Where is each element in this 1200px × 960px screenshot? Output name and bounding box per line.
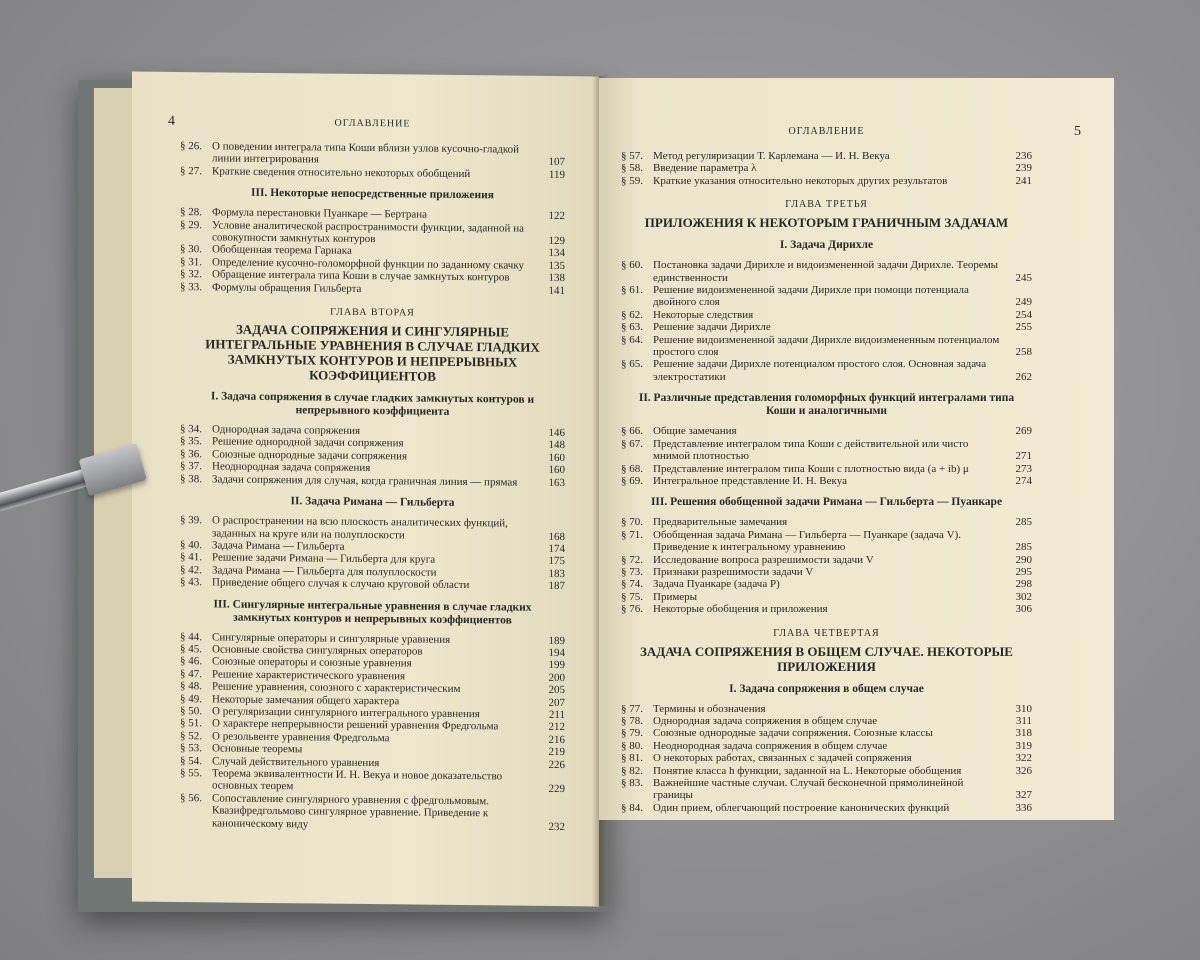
- entry-page: 249: [1015, 296, 1032, 309]
- pen-barrel: [0, 469, 88, 514]
- entry-title: Введение параметра λ: [653, 162, 757, 175]
- entry-title: Решение задачи Дирихле: [653, 321, 771, 334]
- entry-title: Примеры: [653, 590, 698, 603]
- entry-page: 302: [1015, 590, 1032, 603]
- right-running-title: ОГЛАВЛЕНИЕ: [788, 126, 865, 137]
- entry-number: § 60.: [621, 259, 643, 272]
- chapter-title: ЗАДАЧА СОПРЯЖЕНИЯ И СИНГУЛЯРНЫЕ ИНТЕГРАЛЬНЫЕ УРАВНЕНИЯ В СЛУЧАЕ ГЛАДКИХ ЗАМКНУТЫХ КОНТУРОВ И НЕПРЕРЫВНЫХ КОЭФФИЦИЕНТОВ: [205, 321, 540, 384]
- toc-entry: [180, 792, 565, 833]
- entry-page: 306: [1015, 603, 1032, 616]
- entry-page: 187: [548, 580, 565, 593]
- entry-title: Решение однородной задачи сопряжения: [212, 435, 404, 450]
- entry-page: 285: [1015, 541, 1032, 554]
- entry-number: § 59.: [621, 174, 643, 187]
- entry-number: § 72.: [621, 553, 643, 566]
- entry-page: 311: [1015, 714, 1032, 727]
- entry-number: § 34.: [180, 423, 202, 436]
- entry-page: 290: [1015, 553, 1032, 566]
- entry-number: § 83.: [621, 777, 643, 789]
- entry-page: 273: [1015, 462, 1032, 475]
- section-heading: I. Задача сопряжения в случае гладких замкнутых контуров и непрерывного коэффициента: [210, 390, 535, 418]
- entry-title: Решение задачи Римана — Гильберта для круга: [212, 551, 436, 567]
- entry-page: 310: [1015, 702, 1032, 715]
- entry-number: § 71.: [621, 528, 643, 541]
- entry-number: § 61.: [621, 284, 643, 297]
- entry-page: 163: [548, 476, 565, 489]
- toc-entry: [621, 150, 1032, 162]
- left-entries-iii-b: [180, 631, 565, 834]
- entry-number: § 31.: [180, 255, 202, 269]
- entry-title: Союзные операторы и союзные уравнения: [212, 655, 412, 670]
- toc-entry: [621, 425, 1032, 437]
- entry-number: § 63.: [621, 321, 643, 334]
- entry-page: 146: [548, 426, 565, 440]
- entry-title: Неоднородная задача сопряжения: [212, 460, 371, 475]
- toc-entry: [621, 765, 1032, 777]
- section-heading: II. Задача Римана — Гильберта: [290, 495, 455, 510]
- entry-number: § 32.: [180, 268, 202, 281]
- entry-page: 189: [548, 634, 565, 647]
- entry-page: 226: [548, 758, 565, 771]
- entry-title: Решение уравнения, союзного с характеристическим: [212, 680, 461, 696]
- entry-page: 327: [1015, 789, 1032, 802]
- entry-number: § 67.: [621, 437, 643, 450]
- entry-title: Один прием, облегчающий построение канонических функций: [653, 801, 950, 814]
- entry-page: 135: [548, 259, 565, 272]
- entry-number: § 54.: [180, 754, 202, 767]
- entry-number: § 52.: [180, 729, 202, 743]
- toc-entry: [621, 475, 1032, 487]
- entry-title: Общие замечания: [653, 425, 737, 438]
- entry-number: § 48.: [180, 680, 202, 693]
- entry-page: 160: [548, 464, 565, 477]
- entry-title: Основные теоремы: [212, 742, 303, 756]
- entry-number: § 29.: [180, 218, 202, 231]
- entry-title: Интегральное представление И. Н. Векуа: [653, 474, 847, 487]
- entry-number: § 58.: [621, 162, 643, 175]
- entry-title: Задачи сопряжения для случая, когда граничная линия — прямая: [212, 473, 518, 489]
- pen-cap: [79, 443, 147, 496]
- entry-title: Основные свойства сингулярных операторов: [212, 643, 423, 658]
- entry-title: Однородная задача сопряжения: [212, 423, 361, 438]
- toc-entry: [621, 554, 1032, 566]
- entry-page: 255: [1015, 321, 1032, 334]
- entry-number: § 41.: [180, 551, 202, 564]
- left-entries-i: [180, 423, 565, 489]
- entry-number: § 69.: [621, 474, 643, 487]
- entry-number: § 81.: [621, 752, 643, 765]
- entry-title: Важнейшие частные случаи. Случай бесконечной прямолинейной границы: [653, 777, 964, 802]
- chapter-title: ЗАДАЧА СОПРЯЖЕНИЯ В ОБЩЕМ СЛУЧАЕ. НЕКОТОРЫЕ ПРИЛОЖЕНИЯ: [640, 643, 1013, 674]
- entry-title: Некоторые следствия: [653, 308, 754, 321]
- entry-title: Краткие указания относительно некоторых других результатов: [653, 174, 948, 187]
- entry-title: Однородная задача сопряжения в общем случае: [653, 714, 878, 727]
- entry-number: § 50.: [180, 705, 202, 718]
- entry-page: 274: [1015, 474, 1032, 487]
- entry-page: 200: [548, 671, 565, 684]
- entry-title: Решение характеристического уравнения: [212, 668, 406, 683]
- entry-page: 119: [548, 168, 565, 181]
- entry-title: Признаки разрешимости задачи V: [653, 565, 814, 578]
- section-heading: I. Задача Дирихле: [779, 239, 874, 252]
- entry-page: 245: [1015, 271, 1032, 284]
- entry-number: § 68.: [621, 462, 643, 475]
- toc-entry: [621, 752, 1032, 764]
- entry-number: § 38.: [180, 472, 202, 485]
- left-header: [168, 113, 565, 140]
- entry-title: Обобщенная теорема Гарнака: [212, 243, 352, 258]
- entry-number: § 77.: [621, 702, 643, 715]
- entry-title: Краткие сведения относительно некоторых обобщений: [212, 165, 471, 180]
- entry-number: § 26.: [180, 140, 202, 153]
- entry-title: Случай действительного уравнения: [212, 754, 380, 769]
- right-entries-i4: [621, 703, 1032, 815]
- entry-number: § 44.: [180, 630, 202, 643]
- toc-entry: [621, 259, 1032, 284]
- entry-number: § 65.: [621, 358, 643, 371]
- entry-page: 262: [1015, 370, 1032, 383]
- right-entries-i: [621, 259, 1032, 383]
- section-heading: III. Сингулярные интегральные уравнения в случае гладких замкнутых контуров и непрерывных коэффициентов: [213, 597, 532, 627]
- entry-number: § 66.: [621, 425, 643, 438]
- entry-page: 326: [1015, 764, 1032, 777]
- entry-page: 122: [548, 210, 565, 223]
- entry-title: Решение задачи Дирихле потенциалом простого слоя. Основная задача электростатики: [653, 358, 987, 383]
- entry-page: 229: [548, 783, 565, 796]
- toc-entry: [621, 740, 1032, 752]
- toc-entry: [621, 727, 1032, 739]
- entry-number: § 74.: [621, 578, 643, 591]
- entry-page: 236: [1015, 150, 1032, 162]
- entry-title: Неоднородная задача сопряжения в общем случае: [653, 739, 888, 752]
- entry-page: 205: [548, 684, 565, 697]
- entry-number: § 79.: [621, 727, 643, 740]
- entry-title: Задача Римана — Гильберта: [212, 539, 345, 553]
- entry-title: Некоторые обобщения и приложения: [653, 603, 828, 616]
- toc-entry: [621, 334, 1032, 359]
- entry-number: § 78.: [621, 714, 643, 727]
- entry-number: § 45.: [180, 642, 202, 656]
- entry-page: 138: [548, 272, 565, 285]
- entry-number: § 43.: [180, 576, 202, 589]
- entry-page: 318: [1015, 727, 1032, 740]
- entry-title: Представление интегралом типа Коши с действительной или чисто мнимой плотностью: [653, 437, 969, 463]
- entry-page: 175: [548, 555, 565, 568]
- toc-entry: [621, 162, 1032, 174]
- toc-entry: [621, 715, 1032, 727]
- entry-page: 336: [1015, 801, 1032, 814]
- entry-page: 319: [1015, 739, 1032, 752]
- toc-entry: [621, 566, 1032, 578]
- entry-title: Решение видоизмененной задачи Дирихле при помощи потенциала двойного слоя: [653, 284, 969, 309]
- entry-title: Метод регуляризации Т. Карлемана — И. Н. Векуа: [653, 150, 890, 162]
- entry-page: 183: [548, 567, 565, 580]
- entry-title: О резольвенте уравнения Фредгольма: [212, 730, 390, 745]
- toc-entry: [180, 473, 565, 489]
- entry-number: § 36.: [180, 447, 202, 461]
- chapter-title: ПРИЛОЖЕНИЯ К НЕКОТОРЫМ ГРАНИЧНЫМ ЗАДАЧАМ: [644, 215, 1009, 231]
- right-page-number: 5: [1074, 124, 1082, 139]
- entry-page: 271: [1015, 450, 1032, 463]
- entry-title: Задача Пуанкаре (задача P): [653, 578, 780, 591]
- toc-entry: [621, 358, 1032, 383]
- entry-title: Союзные однородные задачи сопряжения. Союзные классы: [653, 727, 933, 740]
- entry-number: § 37.: [180, 460, 202, 473]
- toc-entry: [621, 603, 1032, 615]
- toc-entry: [621, 175, 1032, 187]
- toc-entry: [180, 165, 565, 181]
- entry-number: § 57.: [621, 150, 643, 162]
- section-heading: III. Решения обобщенной задачи Римана — Гильберта — Пуанкаре: [650, 496, 1003, 509]
- toc-entry: [621, 703, 1032, 715]
- entry-page: 254: [1015, 308, 1032, 321]
- entry-title: Теорема эквивалентности И. Н. Векуа и новое доказательство основных теорем: [212, 767, 503, 793]
- entry-number: § 84.: [621, 801, 643, 814]
- entry-number: § 53.: [180, 742, 202, 755]
- entry-page: 107: [548, 156, 565, 169]
- left-page-number: 4: [168, 113, 176, 130]
- entry-page: 295: [1015, 565, 1032, 578]
- entry-number: § 39.: [180, 514, 202, 527]
- entry-page: 241: [1015, 174, 1032, 187]
- entry-number: § 28.: [180, 206, 202, 219]
- entry-number: § 73.: [621, 565, 643, 578]
- entry-title: О характере непрерывности решений уравнения Фредгольма: [212, 717, 499, 733]
- right-header: [621, 124, 1082, 146]
- entry-title: Задача Римана — Гильберта для полуплоскости: [212, 564, 437, 579]
- entry-title: Формулы обращения Гильберта: [212, 281, 362, 295]
- entry-number: § 55.: [180, 767, 202, 780]
- entry-title: Формула перестановки Пуанкаре — Бертрана: [212, 206, 427, 221]
- section-heading: I. Задача сопряжения в общем случае: [729, 682, 924, 695]
- entry-number: § 40.: [180, 538, 202, 552]
- entry-page: 212: [548, 721, 565, 734]
- entry-number: § 76.: [621, 603, 643, 616]
- entry-title: Приведение общего случая к случаю круговой области: [212, 576, 470, 592]
- entry-page: 269: [1015, 425, 1032, 438]
- entry-number: § 46.: [180, 655, 202, 668]
- left-entries-ii: [180, 514, 565, 592]
- entry-number: § 56.: [180, 791, 202, 805]
- toc-entry: [621, 802, 1032, 814]
- chapter-label: ГЛАВА ЧЕТВЕРТАЯ: [773, 627, 880, 639]
- entry-page: 211: [548, 708, 565, 722]
- entry-page: 322: [1015, 752, 1032, 765]
- entry-title: Сопоставление сингулярного уравнения с фредгольмовым. Квазифредгольмово сингулярное уравнение. Приведение к каноническому виду: [212, 792, 490, 831]
- entry-page: 134: [548, 247, 565, 260]
- toc-entry: [621, 438, 1032, 463]
- toc-entry: [621, 284, 1032, 309]
- entry-page: 285: [1015, 516, 1032, 529]
- right-entries-iii: [621, 516, 1032, 615]
- entry-number: § 82.: [621, 764, 643, 777]
- entry-number: § 51.: [180, 717, 202, 730]
- entry-page: 258: [1015, 346, 1032, 359]
- right-entries-ii: [621, 425, 1032, 487]
- entry-number: § 35.: [180, 435, 202, 448]
- entry-page: 129: [548, 234, 565, 248]
- entry-title: Представление интегралом типа Коши с плотностью вида (a + ib) μ: [653, 462, 969, 475]
- entry-page: 239: [1015, 162, 1032, 175]
- entry-page: 174: [548, 542, 565, 555]
- entry-page: 232: [548, 820, 565, 833]
- entry-page: 194: [548, 646, 565, 660]
- entry-page: 216: [548, 733, 565, 746]
- toc-entry: [180, 281, 565, 297]
- left-entries-top: [180, 140, 565, 181]
- entry-page: 168: [548, 530, 565, 543]
- entry-title: Решение видоизмененной задачи Дирихле видоизмененным потенциалом простого слоя: [653, 333, 1000, 359]
- entry-title: Союзные однородные задачи сопряжения: [212, 448, 408, 463]
- section-heading: II. Различные представления голоморфных функций интегралами типа Коши и аналогичными: [638, 392, 1015, 418]
- entry-title: Понятие класса h функции, заданной на L. Некоторые обобщения: [653, 764, 962, 777]
- entry-title: Условие аналитической распространимости функции, заданной на совокупности замкнутых контуров: [212, 219, 524, 246]
- entry-title: О некоторых работах, связанных с задачей сопряжения: [653, 752, 912, 765]
- toc-entry: [621, 591, 1032, 603]
- entry-title: О поведении интеграла типа Коши вблизи узлов кусочно-гладкой линии интегрирования: [212, 140, 519, 166]
- left-page: [132, 72, 599, 907]
- entry-number: § 62.: [621, 308, 643, 321]
- left-entries-iii: [180, 206, 565, 297]
- entry-number: § 27.: [180, 164, 202, 178]
- entry-title: О регуляризации сингулярного интегрального уравнения: [212, 705, 480, 721]
- entry-title: Термины и обозначения: [653, 702, 766, 715]
- right-entries-top: [621, 150, 1032, 187]
- chapter-label: ГЛАВА ТРЕТЬЯ: [785, 199, 868, 211]
- toc-entry: [621, 463, 1032, 475]
- entry-number: § 47.: [180, 667, 202, 681]
- entry-number: § 49.: [180, 692, 202, 705]
- toc-entry: [621, 321, 1032, 333]
- entry-number: § 70.: [621, 516, 643, 529]
- entry-number: § 42.: [180, 563, 202, 577]
- entry-number: § 75.: [621, 590, 643, 603]
- entry-title: Некоторые замечания общего характера: [212, 692, 400, 707]
- entry-number: § 30.: [180, 243, 202, 256]
- entry-number: § 33.: [180, 280, 202, 293]
- toc-entry: [621, 578, 1032, 590]
- entry-title: Определение кусочно-голоморфной функции по заданному скачку: [212, 256, 525, 272]
- entry-page: 219: [548, 746, 565, 759]
- toc-entry: [621, 777, 1032, 802]
- left-running-title: ОГЛАВЛЕНИЕ: [334, 117, 411, 130]
- entry-page: 141: [548, 284, 565, 297]
- entry-title: Исследование вопроса разрешимости задачи V: [653, 553, 874, 566]
- entry-page: 298: [1015, 578, 1032, 591]
- entry-number: § 80.: [621, 739, 643, 752]
- toc-entry: [621, 516, 1032, 528]
- entry-title: Обращение интеграла типа Коши в случае замкнутых контуров: [212, 268, 510, 284]
- toc-entry: [180, 576, 565, 592]
- entry-title: Сингулярные операторы и сингулярные уравнения: [212, 630, 451, 646]
- entry-page: 148: [548, 439, 565, 452]
- entry-page: 160: [548, 451, 565, 464]
- entry-title: О распространении на всю плоскость аналитических функций, заданных на круге или на полуплоскости: [212, 514, 508, 541]
- entry-page: 207: [548, 696, 565, 709]
- right-page: [599, 78, 1114, 820]
- entry-title: Постановка задачи Дирихле и видоизмененной задачи Дирихле. Теоремы единственности: [653, 259, 999, 284]
- section-heading: III. Некоторые непосредственные приложения: [251, 187, 494, 202]
- entry-title: Предварительные замечания: [653, 516, 788, 529]
- chapter-label: ГЛАВА ВТОРАЯ: [330, 306, 415, 319]
- entry-page: 199: [548, 659, 565, 672]
- toc-entry: [621, 309, 1032, 321]
- toc-entry: [621, 529, 1032, 554]
- entry-number: § 64.: [621, 333, 643, 346]
- entry-title: Обобщенная задача Римана — Гильберта — Пуанкаре (задача V). Приведение к интегральному уравнению: [653, 528, 961, 554]
